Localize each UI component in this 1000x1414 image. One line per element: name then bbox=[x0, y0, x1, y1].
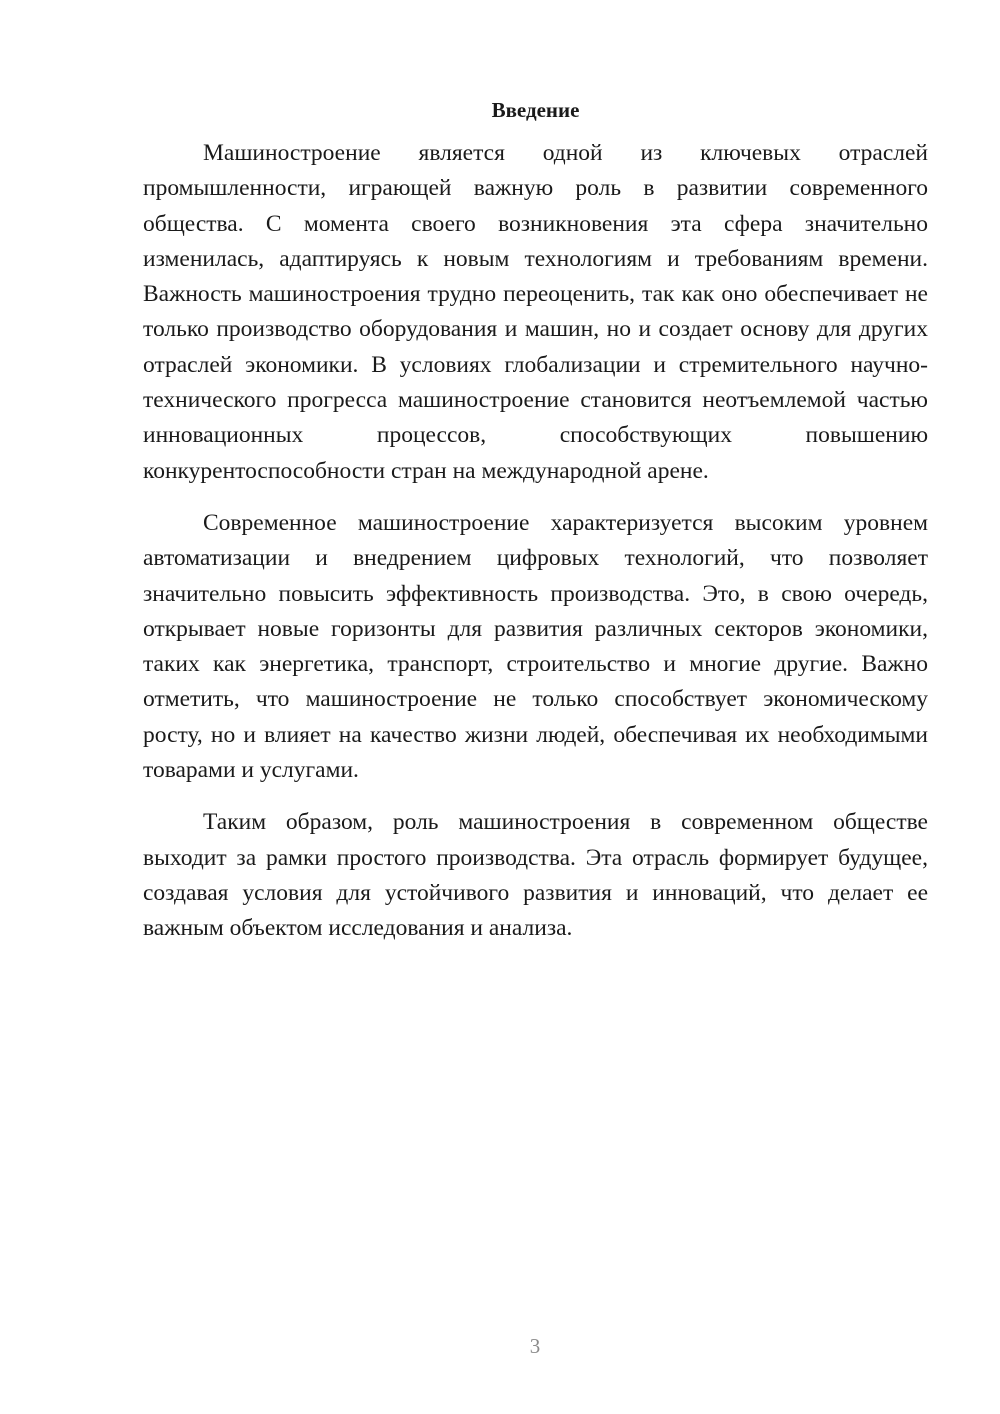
section-title: Введение bbox=[491, 98, 580, 122]
paragraph-3: Таким образом, роль машиностроения в современном обществе выходит за рамки простого производства. Эта отрасль формирует будущее, создавая условия для устойчивого развития и инноваций, что делает ее важным объектом исследования и анализа. bbox=[143, 809, 928, 942]
paragraph-2: Современное машиностроение характеризуется высоким уровнем автоматизации и внедрением цифровых технологий, что позволяет значительно повысить эффективность производства. Это, в свою очередь, открывает новые горизонты для развития различных секторов экономики, таких как энергетика, транспорт, строительство и многие другие. Важно отметить, что машиностроение не только способствует экономическому росту, но и влияет на качество жизни людей, обеспечивая их необходимыми товарами и услугами. bbox=[143, 509, 928, 784]
paragraph-1: Машиностроение является одной из ключевых отраслей промышленности, играющей важную роль в развитии современного общества. С момента своего возникновения эта сфера значительно изменилась, адаптируясь к новым технологиям и требованиям времени. Важность машиностроения трудно переоценить, так как оно обеспечивает не только производство оборудования и машин, но и создает основу для других отраслей экономики. В условиях глобализации и стремительного научно-технического прогресса машиностроение становится неотъемлемой частью инновационных процессов, способствующих повышению конкурентоспособности стран на международной арене. bbox=[143, 140, 928, 484]
page-body bbox=[143, 95, 928, 964]
page-number: 3 bbox=[529, 1334, 541, 1358]
